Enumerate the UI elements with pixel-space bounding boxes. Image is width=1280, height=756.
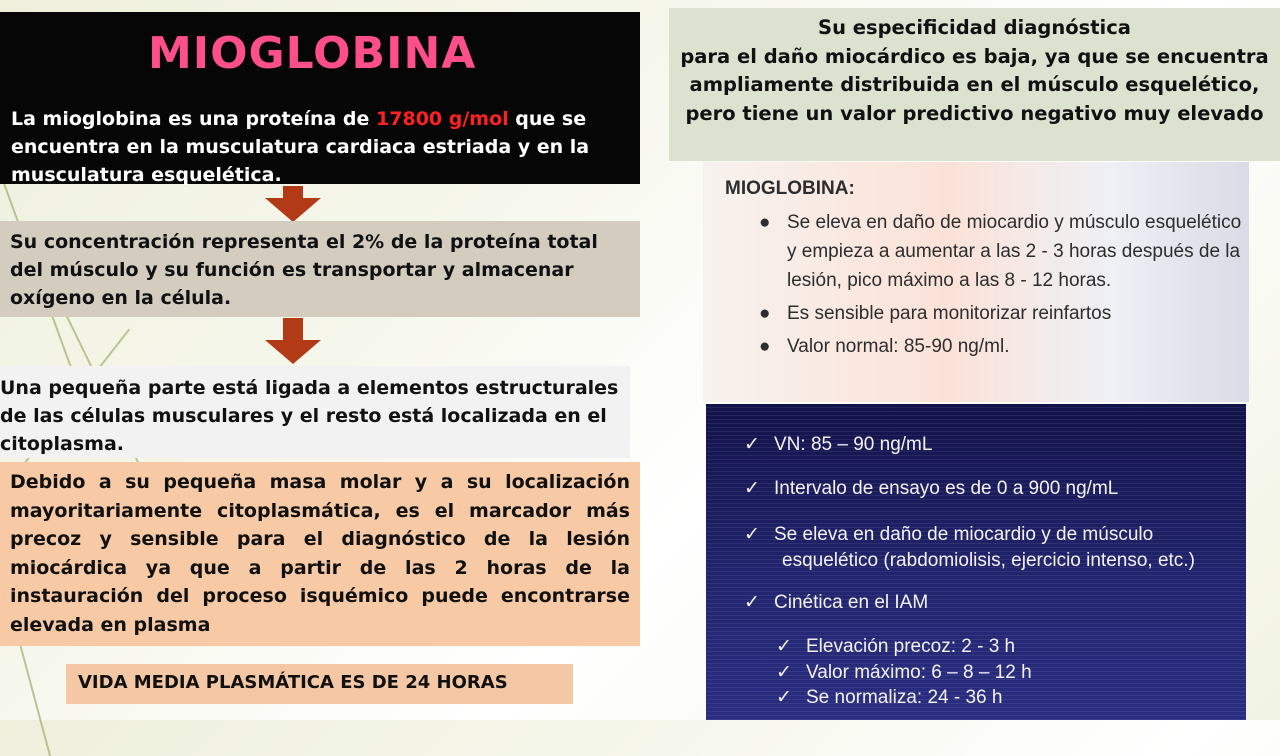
bullet-icon: ●	[759, 303, 771, 324]
sub-list-item	[776, 634, 1016, 659]
mioglobina-slide-image	[703, 162, 1249, 402]
check-icon: ✓	[744, 434, 760, 455]
slide-bullet-list	[725, 208, 1245, 365]
intro-after: que se encuentra en la musculatura cardiaca estriada y en la musculatura esquelética.	[11, 108, 590, 186]
decorative-line	[18, 640, 51, 756]
specificity-text	[669, 14, 1280, 128]
kinetics-slide-image	[706, 404, 1246, 720]
location-box	[0, 366, 630, 458]
title-box	[0, 12, 640, 184]
check-icon: ✓	[744, 524, 760, 545]
intro-text	[11, 105, 621, 189]
specificity-line1: Su especificidad diagnóstica	[818, 16, 1131, 39]
check-icon: ✓	[776, 662, 792, 683]
item-text: Valor máximo: 6 – 8 – 12 h	[806, 662, 1032, 683]
check-icon: ✓	[744, 592, 760, 613]
bullet-text: Se eleva en daño de miocardio y músculo esquelético y empieza a aumentar a las 2 - 3 horas después de la lesión, pico máximo a las 8 - 12 horas.	[787, 212, 1242, 291]
half-life-box	[66, 664, 573, 704]
check-icon: ✓	[776, 687, 792, 708]
item-text: VN: 85 – 90 ng/mL	[774, 434, 933, 455]
check-icon: ✓	[776, 636, 792, 657]
marker-text: Debido a su pequeña masa molar y a su localización mayoritariamente citoplasmática, es el marcador más precoz y sensible para el diagnóstico de la lesión miocárdica ya que a partir de las 2 horas de la instauración del proceso isquémico puede encontrarse elevada en plasma	[10, 471, 630, 636]
bullet-text: Es sensible para monitorizar reinfartos	[787, 303, 1112, 324]
specificity-box	[669, 8, 1280, 161]
marker-box	[0, 462, 640, 646]
item-text: esquelético (rabdomiolisis, ejercicio intenso, etc.)	[782, 550, 1195, 571]
list-item	[725, 299, 1245, 328]
item-text: Se eleva en daño de miocardio y de músculo	[774, 524, 1154, 545]
list-item	[725, 332, 1245, 361]
list-item	[744, 522, 1154, 547]
concentration-box	[0, 221, 640, 317]
concentration-text: Su concentración representa el 2% de la proteína total del músculo y su función es transportar y almacenar oxígeno en la célula.	[10, 231, 598, 309]
intro-before: La mioglobina es una proteína de	[11, 108, 377, 130]
item-text: Se normaliza: 24 - 36 h	[806, 687, 1003, 708]
list-item	[744, 432, 933, 457]
sub-list-item	[776, 685, 1003, 710]
list-item	[725, 208, 1245, 295]
down-arrow-icon	[275, 318, 311, 364]
down-arrow-icon	[275, 186, 311, 222]
bullet-icon: ●	[759, 336, 771, 357]
slide-heading: MIOGLOBINA:	[725, 178, 855, 199]
half-life-text: VIDA MEDIA PLASMÁTICA ES DE 24 HORAS	[78, 672, 508, 693]
molar-mass-highlight: 17800 g/mol	[376, 108, 509, 130]
item-text: Elevación precoz: 2 - 3 h	[806, 636, 1016, 657]
item-text: Intervalo de ensayo es de 0 a 900 ng/mL	[774, 478, 1119, 499]
bullet-text: Valor normal: 85-90 ng/ml.	[787, 336, 1010, 357]
sub-list-item	[776, 660, 1032, 685]
check-icon: ✓	[744, 478, 760, 499]
item-text: Cinética en el IAM	[774, 592, 929, 613]
list-item-continuation	[782, 548, 1195, 573]
bullet-icon: ●	[759, 212, 771, 233]
page-title: MIOGLOBINA	[148, 28, 477, 79]
list-item	[744, 590, 929, 615]
list-item	[744, 476, 1119, 501]
location-text: Una pequeña parte está ligada a elementos estructurales de las células musculares y el resto está localizada en el citoplasma.	[0, 377, 619, 455]
specificity-line2: para el daño miocárdico es baja, ya que se encuentra ampliamente distribuida en el músculo esquelético, pero tiene un valor predictivo negativo muy elevado	[680, 44, 1269, 125]
